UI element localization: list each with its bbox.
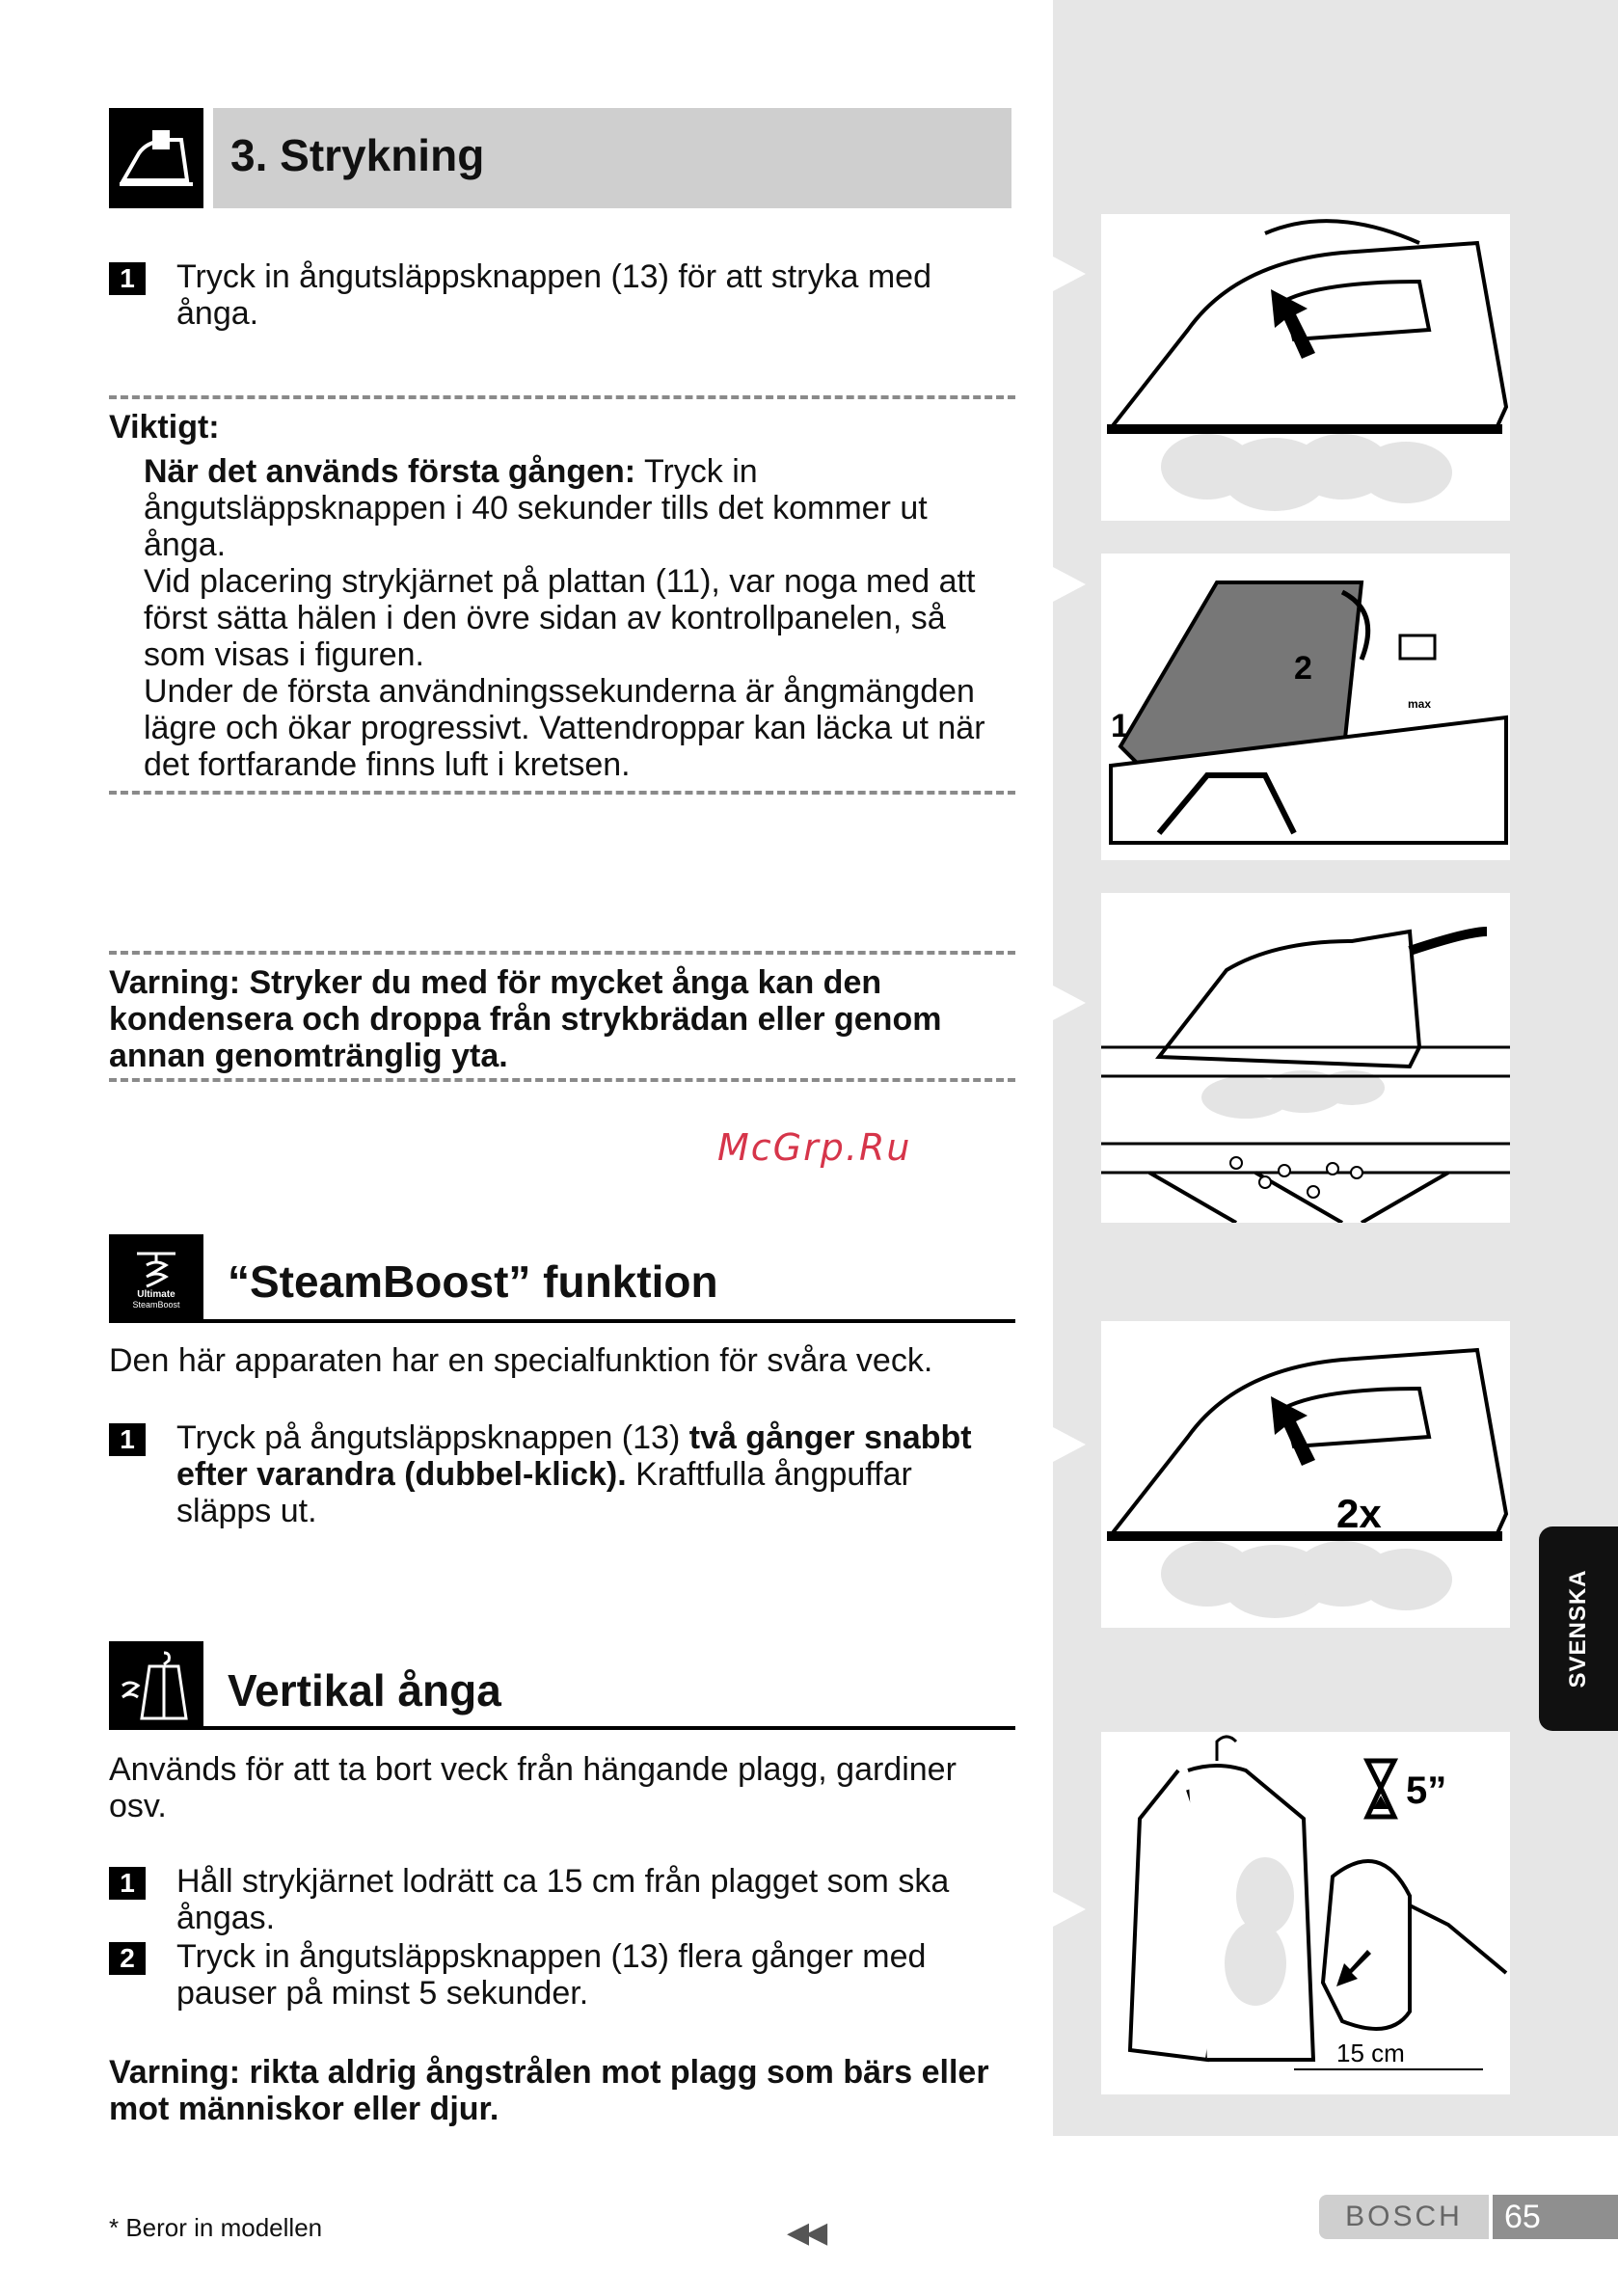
fig2-label-2: 2	[1294, 650, 1312, 687]
fig2-label-1: 1	[1111, 708, 1129, 744]
pointer-arrow-fig2	[1053, 567, 1086, 602]
section-title: Vertikal ånga	[228, 1665, 501, 1715]
step-number: 1	[109, 1867, 146, 1900]
watermark: McGrp.Ru	[717, 1126, 912, 1169]
figure-iron-steamboost	[1101, 1321, 1510, 1628]
pointer-arrow-fig1	[1053, 257, 1086, 291]
fig5-distance-label: 15 cm	[1336, 2039, 1405, 2067]
section-rule	[109, 1319, 1015, 1323]
figure-iron-steam-button	[1101, 214, 1510, 521]
dashed-divider	[109, 395, 1015, 399]
important-list	[109, 453, 1015, 783]
fig5-time-label: 5”	[1406, 1769, 1447, 1812]
step-text: Tryck in ångutsläppsknappen (13) flera gånger med pauser på minst 5 sekunder.	[176, 1938, 927, 2012]
pointer-arrow-fig5	[1053, 1892, 1086, 1927]
dashed-divider	[109, 1078, 1015, 1082]
figure-iron-on-base	[1101, 554, 1510, 860]
figure-iron-drip-warning	[1101, 893, 1510, 1223]
ironing-icon	[109, 108, 203, 208]
language-tab-label: SVENSKA	[1565, 1569, 1591, 1688]
back-arrow-icon[interactable]: ◀◀	[787, 2217, 824, 2249]
section-title: 3. Strykning	[230, 130, 485, 180]
step-text: Tryck in ångutsläppsknappen (13) för att stryka med ånga.	[176, 258, 931, 332]
language-tab	[1539, 1526, 1618, 1731]
warning-condensation: Varning: Stryker du med för mycket ånga kan den kondensera och droppa från strykbrädan eller genom annan genomtränglig yta.	[109, 964, 942, 1074]
step-number: 1	[109, 262, 146, 295]
step-number: 2	[109, 1942, 146, 1975]
footnote: * Beror in modellen	[109, 2213, 323, 2242]
step-number: 1	[109, 1423, 146, 1456]
list-item: När det används första gången: Tryck in ångutsläppsknappen i 40 sekunder tills det kommer ut ånga.	[144, 453, 928, 563]
vertical-steam-intro: Används för att ta bort veck från hängande plagg, gardiner osv.	[109, 1751, 957, 1824]
dashed-divider	[109, 791, 1015, 795]
step-1-steamboost	[109, 1419, 1015, 1529]
pointer-arrow-fig3	[1053, 986, 1086, 1020]
icon-text-ultimate: Ultimate	[137, 1289, 175, 1300]
list-item: Vid placering strykjärnet på plattan (11), var noga med att först sätta hälen i den övre sidan av kontrollpanelen, så som visas i figuren.	[144, 563, 976, 673]
step-text: Tryck på ångutsläppsknappen (13) två gånger snabbt efter varandra (dubbel-klick). Kraftfulla ångpuffar släpps ut.	[176, 1419, 972, 1529]
step-1-vertical	[109, 1863, 1015, 1936]
section-header-ironing	[109, 108, 1011, 208]
warning-people: Varning: rikta aldrig ångstrålen mot plagg som bärs eller mot människor eller djur.	[109, 2054, 989, 2127]
steamboost-intro: Den här apparaten har en specialfunktion för svåra veck.	[109, 1342, 933, 1379]
step-text: Håll strykjärnet lodrätt ca 15 cm från plagget som ska ångas.	[176, 1863, 950, 1936]
pointer-arrow-fig4	[1053, 1427, 1086, 1462]
step-1-steam	[109, 258, 1015, 332]
icon-text-steamboost: SteamBoost	[132, 1300, 180, 1310]
brand-label: BOSCH	[1319, 2195, 1489, 2239]
fig4-2x-label: 2x	[1336, 1491, 1382, 1536]
page-number: 65	[1493, 2195, 1618, 2239]
section-rule	[109, 1726, 1015, 1730]
section-title: “SteamBoost” funktion	[228, 1256, 718, 1307]
figure-vertical-steam	[1101, 1732, 1510, 2094]
list-item: Under de första användningssekunderna är ångmängden lägre och ökar progressivt. Vattendroppar kan läcka ut när det fortfarande finns luft i kretsen.	[144, 673, 985, 783]
important-heading: Viktigt:	[109, 409, 220, 446]
dashed-divider	[109, 951, 1015, 955]
fig2-max-label: max	[1408, 697, 1432, 711]
vertical-steam-icon	[109, 1641, 203, 1730]
step-2-vertical	[109, 1938, 1015, 2012]
steamboost-icon	[109, 1234, 203, 1323]
